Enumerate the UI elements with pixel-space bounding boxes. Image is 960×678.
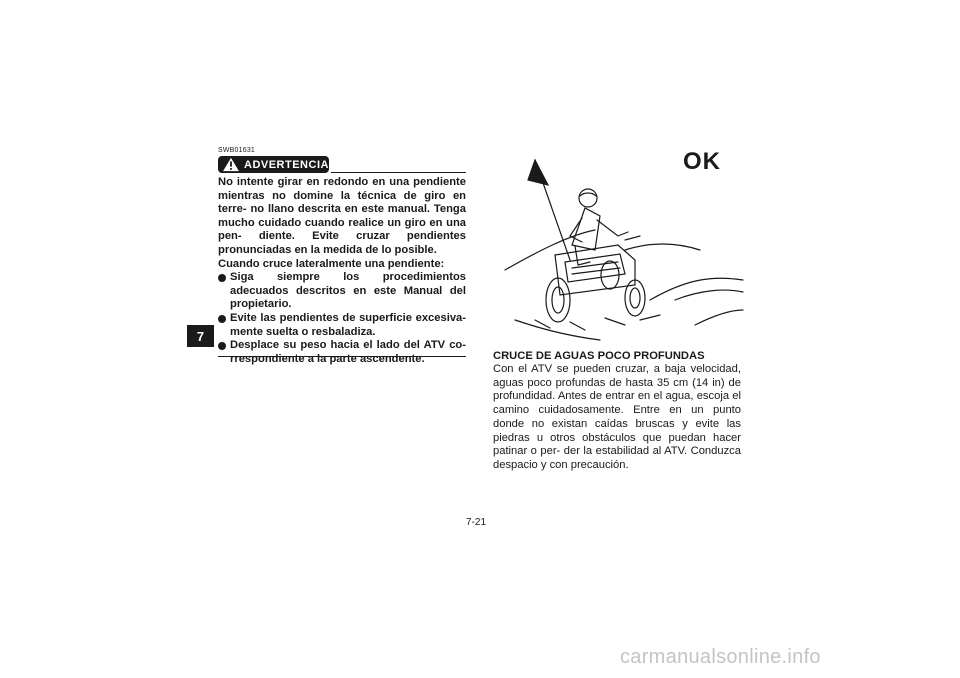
bullet-text: Desplace su peso hacia el lado del ATV co- rrespondiente a la parte ascendente.	[230, 339, 466, 365]
bullet-icon	[218, 342, 226, 350]
watermark-text: carmanualsonline.info	[620, 646, 821, 668]
bullet-item	[218, 271, 466, 312]
warning-code: SWB01631	[218, 147, 256, 154]
bullet-icon	[218, 315, 226, 323]
page-number: 7-21	[466, 517, 487, 528]
chapter-tab: 7	[187, 325, 214, 347]
section-title: CRUCE DE AGUAS POCO PROFUNDAS	[493, 350, 705, 362]
warning-divider	[331, 172, 466, 173]
bullet-icon	[218, 274, 226, 282]
atv-on-slope-illustration	[500, 150, 745, 345]
bullet-text: Siga siempre los procedimientos adecuados descritos en este Manual del propietario.	[230, 271, 466, 311]
warning-bullet-list	[218, 271, 466, 366]
warning-bottom-rule	[218, 356, 466, 357]
warning-paragraph: Cuando cruce lateralmente una pendiente:	[218, 257, 445, 270]
warning-paragraph: No intente girar en redondo en una pendiente mientras no domine la técnica de giro en terre- no llano descrita en este manual. Tenga mucho cuidado cuando realice un giro en una pen- diente. Evite cruzar pendientes pronunciadas en la medida de lo posible.	[218, 176, 466, 256]
warning-body	[218, 176, 466, 366]
section-body: Con el ATV se pueden cruzar, a baja velocidad, aguas poco profundas de hasta 35 cm (14 in) de profundidad. Antes de entrar en el agua, escoja el camino cuidadosamente. Entre en un punto donde no existan caídas bruscas y evite las piedras u otros obstáculos que puedan hacer patinar o per- der la estabilidad al ATV. Conduzca despacio y con precaución.	[493, 363, 741, 471]
warning-header	[218, 156, 466, 176]
bullet-text: Evite las pendientes de superficie excesiva- mente suelta o resbaladiza.	[230, 311, 466, 338]
illustration-ok-label: OK	[683, 148, 721, 175]
warning-label: ADVERTENCIA	[244, 158, 329, 171]
bullet-item	[218, 339, 466, 366]
warning-badge	[218, 156, 329, 173]
bullet-item	[218, 312, 466, 339]
warning-triangle-icon	[222, 157, 240, 172]
